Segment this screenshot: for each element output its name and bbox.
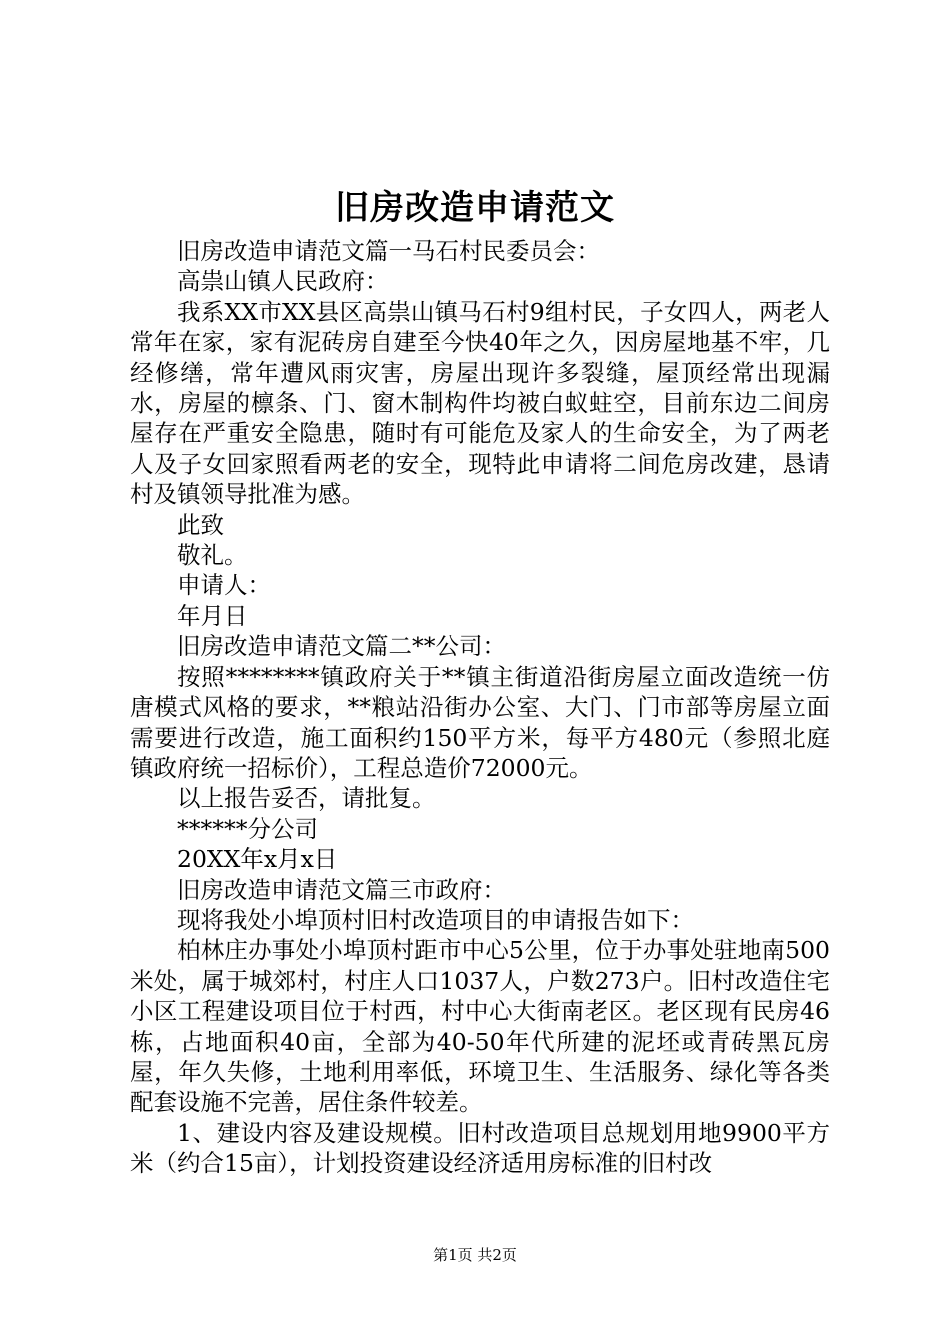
paragraph: 旧房改造申请范文篇一马石村民委员会： xyxy=(177,237,600,265)
paragraph: 旧房改造申请范文篇三市政府： xyxy=(177,875,506,904)
paragraph: 高祟山镇人民政府： xyxy=(177,267,389,296)
paragraph: ******分公司 xyxy=(177,814,318,843)
document-body xyxy=(130,236,830,1179)
paragraph: 按照********镇政府关于**镇主街道沿街房屋立面改造统一仿唐模式风格的要求，**粮站沿街办公室、大门、门市部等房屋立面需要进行改造，施工面积约150平方米，每平方480元（参照北庭镇政府统一招标价），工程总造价72000元。 xyxy=(130,662,830,782)
paragraph: 敬礼。 xyxy=(177,541,248,570)
paragraph: 我系XX市XX县区高祟山镇马石村9组村民，子女四人，两老人常年在家，家有泥砖房自建至今快40年之久，因房屋地基不牢，几经修缮，常年遭风雨灾害，房屋出现许多裂缝，屋顶经常出现漏水，房屋的檩条、门、窗木制构件均被白蚁蛀空，目前东边二间房屋存在严重安全隐患，随时有可能危及家人的生命安全，为了两老人及子女回家照看两老的安全，现特此申请将二间危房改建，恳请村及镇领导批准为感。 xyxy=(130,297,830,509)
paragraph: 20XX年x月x日 xyxy=(177,845,338,874)
paragraph: 旧房改造申请范文篇二**公司： xyxy=(177,632,506,661)
paragraph: 柏林庄办事处小埠顶村距市中心5公里，位于办事处驻地南500米处，属于城郊村，村庄人口1037人，户数273户。旧村改造住宅小区工程建设项目位于村西，村中心大街南老区。老区现有民房46栋，占地面积40亩，全部为40-50年代所建的泥坯或青砖黑瓦房屋，年久失修，土地利用率低，环境卫生、生活服务、绿化等各类配套设施不完善，居住条件较差。 xyxy=(130,936,830,1117)
page-footer: 第1页 共2页 xyxy=(433,1246,517,1264)
paragraph: 申请人： xyxy=(177,571,271,600)
document-title: 旧房改造申请范文 xyxy=(335,188,615,228)
paragraph: 年月日 xyxy=(177,601,248,630)
paragraph: 1、建设内容及建设规模。旧村改造项目总规划用地9900平方米（约合15亩），计划投资建设经济适用房标准的旧村改 xyxy=(130,1118,830,1178)
paragraph: 以上报告妥否，请批复。 xyxy=(177,784,436,813)
paragraph: 现将我处小埠顶村旧村改造项目的申请报告如下： xyxy=(177,905,694,934)
paragraph: 此致 xyxy=(177,510,224,539)
